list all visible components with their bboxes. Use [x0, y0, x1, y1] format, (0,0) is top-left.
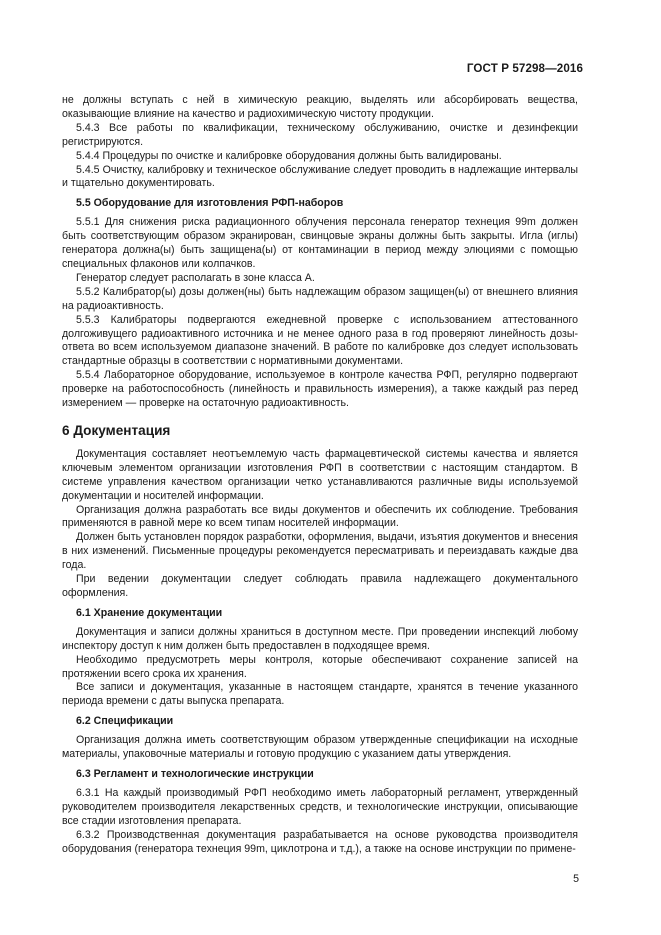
paragraph: 5.5.3 Калибраторы подвергаются ежедневной проверке с использованием аттестованного долгоживущего радиоактивного источника и не менее одного раза в год проверяют линейность дозы-ответа во всем используемом диапазоне значений. В работе по калибровке доз следует использовать стандартные образцы в соответствии с нормативными документами.: [62, 313, 578, 368]
paragraph: Все записи и документация, указанные в настоящем стандарте, хранятся в течение указанного периода времени с даты выпуска препарата.: [62, 681, 578, 708]
page-number: 5: [573, 873, 579, 885]
paragraph: не должны вступать с ней в химическую реакцию, выделять или абсорбировать вещества, оказывающие влияние на качество и радиохимическую чистоту продукции.: [62, 94, 578, 120]
paragraph: 5.5.1 Для снижения риска радиационного облучения персонала генератор технеция 99m должен быть соответствующим образом экранирован, свинцовые экраны должны быть закрыты. Игла (иглы) генератора должна(ы) быть защищена(ы) от контаминации в период между элюциями с помощью специальных флаконов или колпачков.: [62, 216, 578, 270]
paragraph: 6.3.2 Производственная документация разрабатывается на основе руководства производителя оборудования (генератора технеция 99m, циклотрона и т.д.), а также на основе инструкции по примене-: [62, 828, 578, 855]
page-body: [62, 94, 578, 856]
section-heading-5-5: 5.5 Оборудование для изготовления РФП-наборов: [76, 197, 344, 210]
paragraph: 5.4.3 Все работы по квалификации, техническому обслуживанию, очистке и дезинфекции регистрируются.: [62, 121, 578, 148]
paragraph: 5.4.5 Очистку, калибровку и техническое обслуживание следует проводить в надлежащие интервалы и тщательно документировать.: [62, 163, 578, 190]
paragraph: 5.4.4 Процедуры по очистке и калибровке оборудования должны быть валидированы.: [76, 149, 502, 162]
paragraph: 5.5.4 Лабораторное оборудование, используемое в контроле качества РФП, регулярно подвергают проверке на работоспособность (линейность и правильность измерения), а также каждый раз перед измерением — проверке на остаточную радиоактивность.: [62, 369, 578, 410]
paragraph: 5.5.2 Калибратор(ы) дозы должен(ны) быть надлежащим образом защищен(ы) от внешнего влияния на радиоактивность.: [62, 285, 578, 312]
paragraph: Генератор следует располагать в зоне класса А.: [76, 271, 315, 284]
paragraph: Организация должна разработать все виды документов и обеспечить их соблюдение. Требования применяются в равной мере ко всем типам носителей информации.: [62, 503, 578, 530]
paragraph: При ведении документации следует соблюдать правила надлежащего документального оформления.: [62, 573, 578, 599]
paragraph: Должен быть установлен порядок разработки, оформления, выдачи, изъятия документов и внесения в них изменений. Письменные процедуры рекомендуется пересматривать и переиздавать каждые два года.: [62, 531, 578, 572]
paragraph: Документация составляет неотъемлемую часть фармацевтической системы качества и является ключевым элементом организации изготовления РФП в соответствии с настоящим стандартом. В системе управления качеством организации четко устанавливаются различные виды используемой документации и носителей информации.: [62, 447, 578, 502]
section-heading-6-2: 6.2 Спецификации: [76, 715, 174, 728]
paragraph: Организация должна иметь соответствующим образом утвержденные спецификации на исходные материалы, упаковочные материалы и готовую продукцию с указанием даты утверждения.: [62, 734, 578, 761]
section-heading-6: 6 Документация: [62, 422, 171, 438]
paragraph: 6.3.1 На каждый производимый РФП необходимо иметь лабораторный регламент, утвержденный руководителем производителя лекарственных средств, и технологические инструкции, описывающие все стадии изготовления препарата.: [62, 786, 578, 827]
paragraph: Необходимо предусмотреть меры контроля, которые обеспечивают сохранение записей на протяжении всего срока их хранения.: [62, 653, 578, 680]
section-heading-6-1: 6.1 Хранение документации: [76, 606, 223, 619]
paragraph: Документация и записи должны храниться в доступном месте. При проведении инспекций любому инспектору доступ к ним должен быть предоставлен в подходящее время.: [62, 625, 578, 652]
section-heading-6-3: 6.3 Регламент и технологические инструкции: [76, 767, 314, 780]
document-header: ГОСТ Р 57298—2016: [466, 62, 583, 75]
